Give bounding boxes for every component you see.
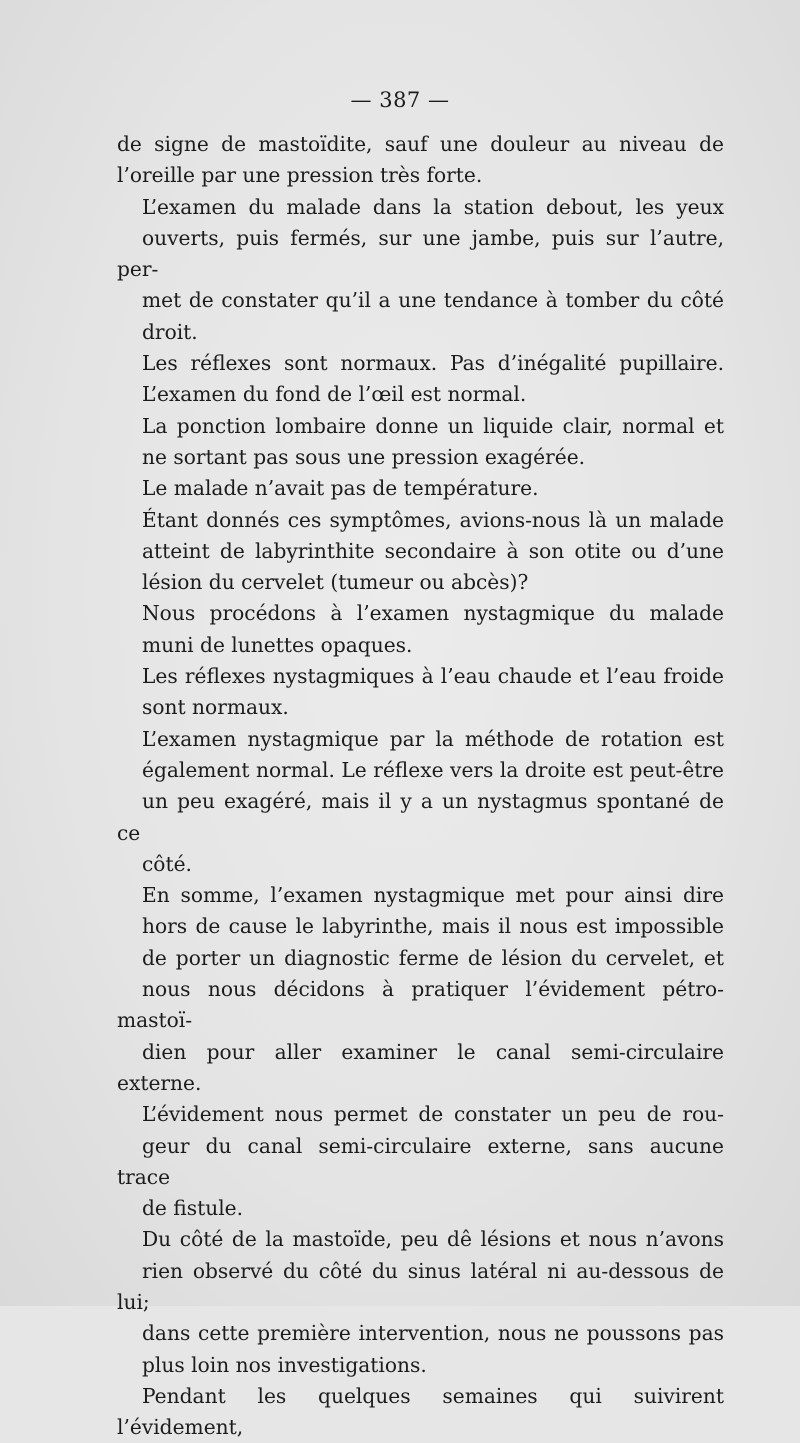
paragraph [117, 598, 724, 661]
paragraph [117, 129, 724, 192]
paragraph [117, 661, 724, 724]
text-line: Les réflexes sont normaux. Pas d’inégalité pupillaire. [142, 351, 724, 376]
paragraph [117, 724, 724, 880]
paragraph [117, 411, 724, 474]
paragraph [117, 192, 724, 348]
text-line: côté. [142, 851, 192, 876]
text-line: Nous procédons à l’examen nystagmique du malade [142, 601, 724, 626]
text-line: hors de cause le labyrinthe, mais il nous est impossible [142, 914, 724, 939]
text-line: rien observé du côté du sinus latéral ni au-dessous de lui; [117, 1258, 724, 1314]
text-line: Les réflexes nystagmiques à l’eau chaude et l’eau froide [142, 664, 724, 689]
text-line: En somme, l’examen nystagmique met pour ainsi dire [142, 883, 724, 908]
text-line: geur du canal semi-circulaire externe, sans aucune trace [117, 1133, 724, 1189]
text-line: de signe de mastoïdite, sauf une douleur au niveau de [117, 132, 724, 156]
text-line: droit. [142, 319, 198, 344]
text-line: atteint de labyrinthite secondaire à son otite ou d’une [142, 538, 724, 563]
paragraph [117, 505, 724, 599]
body-text [117, 129, 724, 1443]
text-line: Le malade n’avait pas de température. [142, 476, 539, 501]
paragraph [117, 1099, 724, 1224]
text-line: l’oreille par une pression très forte. [117, 163, 483, 188]
paragraph [117, 473, 724, 504]
text-line: lésion du cervelet (tumeur ou abcès)? [142, 570, 529, 595]
text-line: L’examen du fond de l’œil est normal. [142, 382, 527, 407]
text-line: un peu exagéré, mais il y a un nystagmus spontané de ce [117, 789, 724, 845]
paragraph [117, 1224, 724, 1380]
paragraph [117, 348, 724, 411]
text-line: nous nous décidons à pratiquer l’évidement pétro-mastoï- [117, 977, 724, 1033]
text-line: Pendant les quelques semaines qui suivirent l’évidement, [117, 1383, 724, 1440]
text-line: de porter un diagnostic ferme de lésion du cervelet, et [142, 945, 724, 970]
text-line: muni de lunettes opaques. [142, 632, 413, 657]
text-line: plus loin nos investigations. [142, 1352, 427, 1377]
text-line: L’examen nystagmique par la méthode de rotation est [142, 726, 724, 751]
text-line: Du côté de la mastoïde, peu dê lésions et nous n’avons [142, 1227, 724, 1252]
text-line: La ponction lombaire donne un liquide clair, normal et [142, 413, 724, 438]
text-line: de fistule. [142, 1196, 244, 1221]
text-line: dans cette première intervention, nous ne poussons pas [142, 1321, 724, 1346]
text-line: ouverts, puis fermés, sur une jambe, puis sur l’autre, per- [117, 225, 724, 282]
text-line: Étant donnés ces symptômes, avions-nous là un malade [142, 507, 724, 532]
text-line: dien pour aller examiner le canal semi-circulaire externe. [117, 1039, 724, 1095]
paragraph [117, 880, 724, 1099]
text-line: également normal. Le réflexe vers la droite est peut-être [142, 757, 724, 782]
page-number: — 387 — [350, 88, 450, 112]
text-line: ne sortant pas sous une pression exagérée. [142, 444, 586, 469]
text-line: L’examen du malade dans la station debout, les yeux [142, 194, 724, 219]
text-line: sont normaux. [142, 695, 289, 720]
text-line: L’évidement nous permet de constater un peu de rou- [142, 1102, 724, 1127]
text-line: met de constater qu’il a une tendance à tomber du côté [142, 288, 724, 313]
paragraph [117, 1381, 724, 1443]
